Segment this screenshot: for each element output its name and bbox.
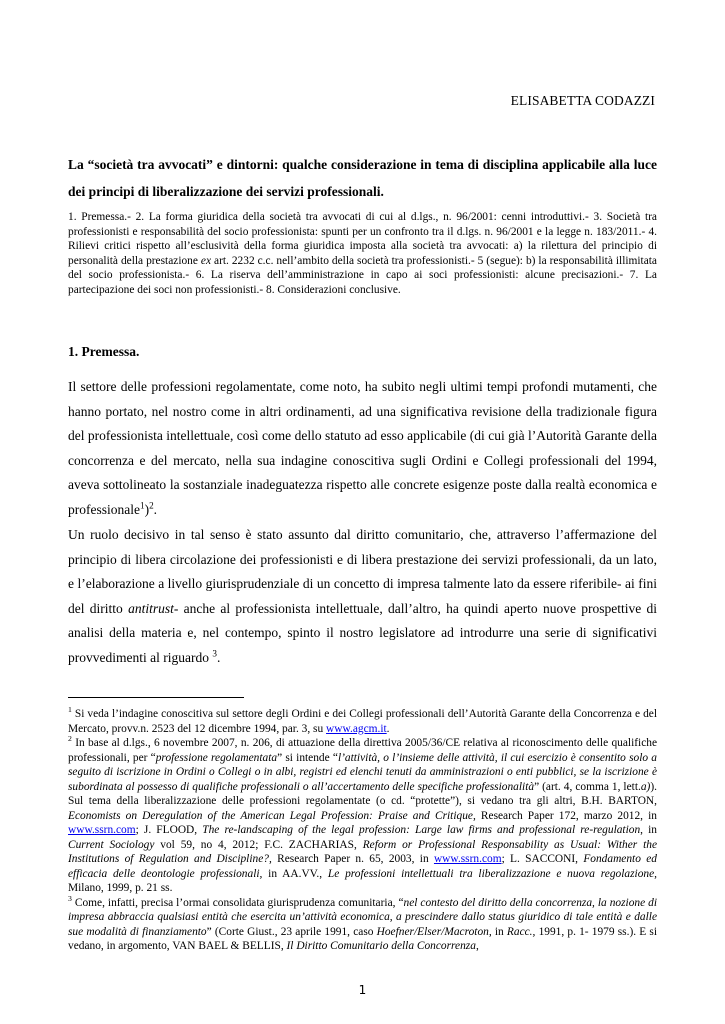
summary-italic-ex: ex (200, 254, 212, 267)
footnote-separator (68, 697, 244, 698)
paragraph-2 (68, 523, 657, 671)
footnote-3-italic: Hoefner/Elser/Macroton, (376, 925, 492, 938)
footnote-2-text: vol 59, no 4, 2012; F.C. ZACHARIAS, (154, 838, 363, 851)
footnote-2 (68, 736, 657, 896)
footnote-ref-1[interactable]: 1 (139, 500, 145, 511)
footnote-2-italic: l’attività, o l’insieme delle attività, il cui esercizio è consentito solo a seguito di iscrizione in Ordini o Collegi o in albi, registri ed elenchi tenuti da amministrazioni o enti pubblici, se la iscrizione è subordinata al possesso di qualifiche professionali o all’accertamento delle specifiche professionalità (68, 751, 657, 793)
footnote-2-text: ). Sul tema della liberalizzazione delle professioni regolamentate (o cd. “protette”), si vedano tra gli altri, B.H. BARTON, (68, 780, 657, 807)
author-header: ELISABETTA CODAZZI (510, 93, 655, 108)
footnote-1-text: Si veda l’indagine conoscitiva sul settore degli Ordini e dei Collegi professionali dell’Autorità Garante della Concorrenza e del Mercato, provv.n. 2523 del 12 dicembre 1994, par. 3, su (68, 708, 657, 735)
footnote-1 (68, 707, 657, 736)
ssrn-link[interactable]: www.ssrn.com (433, 853, 502, 865)
footnote-2-italic: Economists on Deregulation of the American Legal Profession: Praise and Critique, (68, 809, 476, 822)
paragraph-2-italic-antitrust: antitrust (128, 600, 174, 616)
summary-text: 1. Premessa.- 2. La forma giuridica della società tra avvocati di cui al d.lgs., n. 96/2001: cenni introduttivi.- 3. Società tra professionisti e responsabilità del socio professionista: spunti per un confronto tra il d.lgs. n. 96/2001 e la legge n. 183/2011.- 4. Rilievi critici rispetto all’esclusività della forma giuridica imposta alla società tra avvocati: a) la rilettura del principio di personalità della prestazione (68, 211, 657, 267)
paragraph-2-end: . (216, 649, 221, 665)
footnote-2-italic: Reform or Professional Responsability as Usual: Wither the Institutions of Regulation and Discipline?, (68, 838, 658, 865)
agcm-link[interactable]: www.agcm.it (326, 722, 387, 735)
table-of-contents-summary (68, 210, 657, 298)
footnote-2-text: In base al d.lgs., 6 novembre 2007, n. 206, di attuazione della direttiva 2005/36/CE relativa al riconoscimento delle qualifiche professionali, per “ (68, 737, 657, 764)
paragraph-1 (68, 375, 657, 523)
ssrn-link[interactable]: www.ssrn.com (68, 824, 136, 836)
footnote-2-text: , in (640, 824, 657, 836)
footnotes (68, 707, 657, 954)
footnote-2-text: in AA.VV., (262, 867, 328, 880)
footnote-2-italic: Fondamento ed efficacia delle deontologie professionali, (68, 853, 657, 880)
footnote-ref-3[interactable]: 3 (212, 648, 217, 659)
paragraph-1-text: Il settore delle professioni regolamentate, come noto, ha subito negli ultimi tempi profondi mutamenti, che hanno portato, nel nostro come in altri ordinamenti, ad una significativa revisione della tradizionale figura del professionista intellettuale, così come dello statuto ad esso applicabile (di cui già l’Autorità Garante della concorrenza e del mercato, nella sua indagine conoscitiva sugli Ordini e Collegi professionali del 1994, aveva sottolineato la sostanziale inadeguatezza rispetto alle concrete esigenze poste dalla realtà economica e professionale (68, 379, 657, 517)
footnote-1-end: . (386, 722, 390, 735)
footnote-1-number: 1 (68, 705, 72, 715)
paragraph-1-end: . (153, 501, 158, 517)
paragraph-2-text-cont: - anche al professionista intellettuale, dall’altro, ha quindi aperto nuove prospettive di analisi della materia e, nel contempo, spinto il nostro legislatore ad introdurre una serie di significativi provvedimenti al riguardo (68, 600, 658, 665)
footnote-2-italic: Le professioni intellettuali tra liberalizzazione e nuova regolazione, (327, 867, 657, 880)
footnote-2-text: Milano, 1999, p. 21 ss. (68, 882, 173, 894)
footnote-2-italic: Current Sociology (68, 838, 155, 851)
footnote-3 (68, 893, 658, 954)
footnote-ref-2[interactable]: 2 (149, 500, 154, 511)
summary-text-end: art. 2232 c.c. nell’ambito della società tra professionisti.- 5 (segue): b) la responsabilità illimitata del socio professionista.- 6. La riserva dell’amministrazione in capo ai soci professionisti: alcune precisazioni.- 7. La partecipazione dei soci non professionisti.- 8. Considerazioni conclusive. (68, 254, 657, 296)
section-heading: 1. Premessa. (68, 344, 140, 359)
footnote-3-text: , (475, 940, 479, 952)
footnote-2-text: ” si intende “ (277, 751, 338, 764)
footnote-2-text: Research Paper n. 65, 2003, in (271, 853, 434, 865)
footnote-3-text: Come, infatti, precisa l’ormai consolidata giurisprudenza comunitaria, “ (71, 896, 404, 909)
footnote-2-text: ” (art. 4, comma 1, lett. (534, 780, 641, 793)
footnote-2-number: 2 (68, 734, 72, 744)
footnote-2-text: ; L. SACCONI, (501, 853, 584, 865)
page-number: 1 (358, 983, 367, 997)
footnote-2-text: Research Paper 172, marzo 2012, in (475, 809, 657, 822)
footnote-3-italic: Racc., (506, 925, 536, 938)
footnote-3-italic: nel contesto del diritto della concorrenza, la nozione di impresa abbraccia qualsiasi entità che esercita un’attività economica, a prescindere dallo status giuridico di tale entità e dalle sue modalità di finanziamento (68, 896, 657, 938)
footnote-2-italic: The re-landscaping of the legal profession: Large law firms and professional re-regulation (202, 824, 641, 836)
article-title: La “società tra avvocati” e dintorni: qualche considerazione in tema di disciplina applicabile alla luce dei principi di liberalizzazione dei servizi professionali. (68, 157, 657, 199)
footnote-2-text: ; J. FLOOD, (135, 824, 203, 836)
footnote-3-text: in (491, 925, 507, 938)
footnote-2-italic: professione regolamentata (155, 751, 278, 764)
paragraph-2-text: Un ruolo decisivo in tal senso è stato assunto dal diritto comunitario, che, attraverso l’affermazione del principio di libera circolazione dei professionisti e di libera prestazione dei servizi professionali, da un lato, e l’elaborazione a livello giurisprudenziale di un concetto di impresa talmente lato da essere riferibile- ai fini del diritto (68, 527, 657, 616)
footnote-3-italic: Il Diritto Comunitario della Concorrenza (286, 940, 476, 952)
footnote-3-number: 3 (68, 893, 72, 903)
footnote-3-text: 1991, p. 1- 1979 ss.). E si vedano, in argomento, VAN BAEL & BELLIS, (68, 925, 658, 952)
paragraph-1-paren: ) (144, 501, 150, 517)
footnote-2-italic: a) (640, 780, 651, 793)
footnote-3-text: ” (Corte Giust., 23 aprile 1991, caso (206, 925, 377, 938)
